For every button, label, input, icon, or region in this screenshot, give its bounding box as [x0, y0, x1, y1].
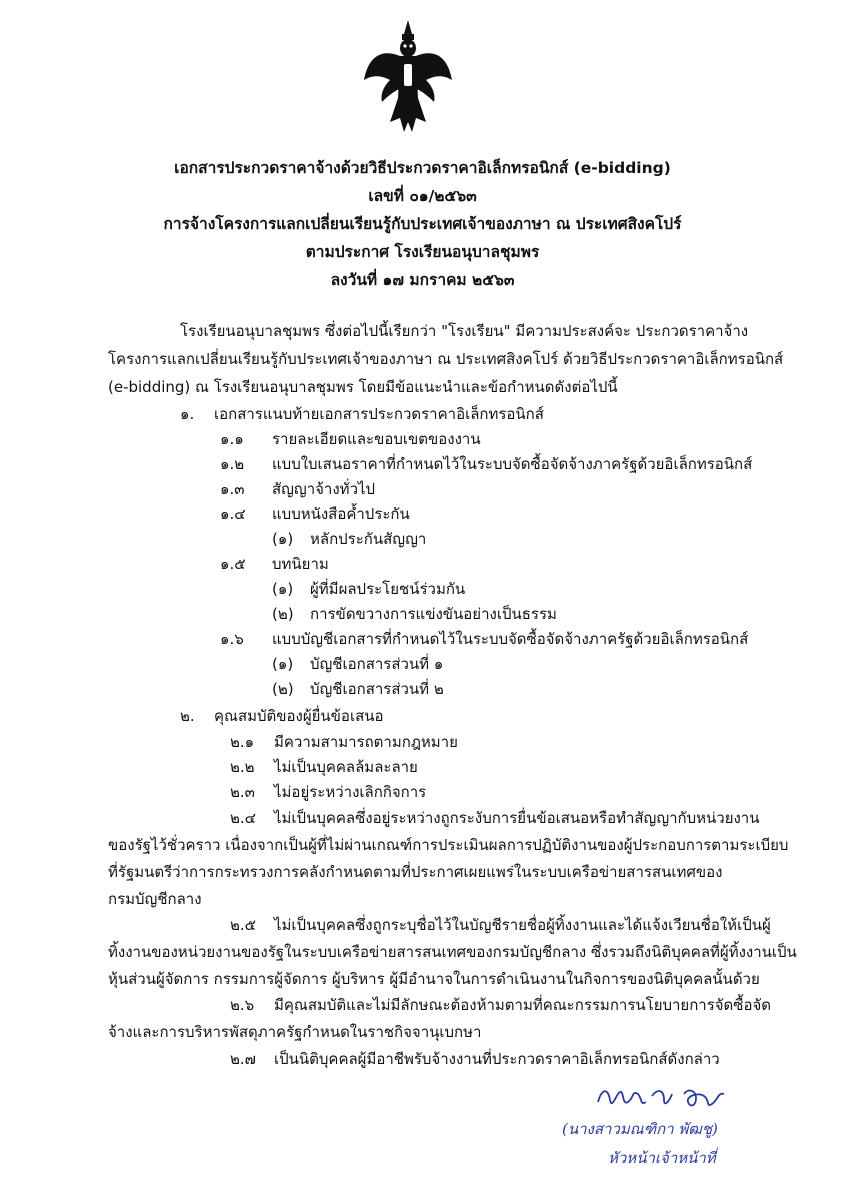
item-2-7-number: ๒.๗: [230, 1050, 256, 1068]
item-1-5-1-number: (๑): [272, 580, 294, 598]
document-title: เอกสารประกวดราคาจ้างด้วยวิธีประกวดราคาอิเล็กทรอนิกส์ (e-bidding): [174, 159, 671, 177]
item-1-2-number: ๑.๒: [220, 455, 245, 473]
item-1-4-1-number: (๑): [272, 530, 294, 548]
section-2-number: ๒.: [180, 707, 195, 725]
item-2-4-number: ๒.๔: [230, 809, 257, 827]
item-2-2-text: ไม่เป็นบุคคลล้มละลาย: [274, 758, 418, 776]
item-1-6-2-number: (๒): [272, 680, 294, 698]
item-1-6-number: ๑.๖: [220, 630, 244, 648]
section-2-title: คุณสมบัติของผู้ยื่นข้อเสนอ: [214, 707, 384, 725]
item-1-4-text: แบบหนังสือค้ำประกัน: [272, 505, 410, 523]
item-2-4-text: ไม่เป็นบุคคลซึ่งอยู่ระหว่างถูกระงับการยื่นข้อเสนอหรือทำสัญญากับหน่วยงาน: [274, 809, 760, 827]
item-1-5-1-text: ผู้ที่มีผลประโยชน์ร่วมกัน: [310, 580, 466, 598]
item-2-5-cont-1: ทิ้งงานของหน่วยงานของรัฐในระบบเครือข่ายสารสนเทศของกรมบัญชีกลาง ซึ่งรวมถึงนิติบุคคลที่ผู้ทิ้งงานเป็น: [108, 943, 797, 961]
signatory-name: (นางสาวมณฑิกา พัฒชู): [562, 1120, 718, 1138]
announcement-date: ลงวันที่ ๑๗ มกราคม ๒๕๖๓: [330, 271, 515, 289]
project-title: การจ้างโครงการแลกเปลี่ยนเรียนรู้กับประเทศเจ้าของภาษา ณ ประเทศสิงคโปร์: [163, 215, 682, 233]
item-1-5-2-number: (๒): [272, 605, 294, 623]
item-1-4-1-text: หลักประกันสัญญา: [310, 530, 427, 548]
intro-line-2: โครงการแลกเปลี่ยนเรียนรู้กับประเทศเจ้าของภาษา ณ ประเทศสิงคโปร์ ด้วยวิธีประกวดราคาอิเล็กทรอนิกส์: [108, 350, 784, 368]
item-1-1-number: ๑.๑: [220, 430, 244, 448]
item-1-2-text: แบบใบเสนอราคาที่กำหนดไว้ในระบบจัดซื้อจัดจ้างภาครัฐด้วยอิเล็กทรอนิกส์: [272, 455, 753, 473]
item-1-3-number: ๑.๓: [220, 480, 245, 498]
item-1-5-text: บทนิยาม: [272, 555, 329, 573]
item-1-3-text: สัญญาจ้างทั่วไป: [272, 480, 376, 498]
item-1-6-2-text: บัญชีเอกสารส่วนที่ ๒: [310, 680, 444, 698]
item-2-6-cont-1: จ้างและการบริหารพัสดุภาครัฐกำหนดในราชกิจจานุเบกษา: [108, 1023, 482, 1041]
document-number: เลขที่ ๐๑/๒๕๖๓: [368, 187, 477, 205]
item-2-1-number: ๒.๑: [230, 733, 255, 751]
section-1-number: ๑.: [180, 405, 195, 423]
signatory-position: หัวหน้าเจ้าหน้าที่: [608, 1149, 716, 1167]
item-2-7-text: เป็นนิติบุคคลผู้มีอาชีพรับจ้างงานที่ประกวดราคาอิเล็กทรอนิกส์ดังกล่าว: [274, 1050, 720, 1068]
handwritten-signature: [592, 1080, 732, 1116]
announcement-line: ตามประกาศ โรงเรียนอนุบาลชุมพร: [305, 243, 540, 261]
item-2-3-number: ๒.๓: [230, 783, 255, 801]
item-1-6-1-text: บัญชีเอกสารส่วนที่ ๑: [310, 655, 444, 673]
item-2-2-number: ๒.๒: [230, 758, 255, 776]
item-1-1-text: รายละเอียดและขอบเขตของงาน: [272, 430, 481, 448]
item-2-6-number: ๒.๖: [230, 996, 255, 1014]
item-2-4-cont-3: กรมบัญชีกลาง: [108, 890, 202, 908]
garuda-emblem: [360, 18, 456, 136]
section-1-title: เอกสารแนบท้ายเอกสารประกวดราคาอิเล็กทรอนิกส์: [214, 405, 544, 423]
item-2-4-cont-1: ของรัฐไว้ชั่วคราว เนื่องจากเป็นผู้ที่ไม่ผ่านเกณฑ์การประเมินผลการปฏิบัติงานของผู้ประกอบการตามระเบียบ: [108, 836, 789, 854]
item-1-6-1-number: (๑): [272, 655, 294, 673]
intro-line-3: (e-bidding) ณ โรงเรียนอนุบาลชุมพร โดยมีข้อแนะนำและข้อกำหนดดังต่อไปนี้: [108, 378, 618, 396]
item-1-5-number: ๑.๕: [220, 555, 246, 573]
item-2-5-text: ไม่เป็นบุคคลซึ่งถูกระบุชื่อไว้ในบัญชีรายชื่อผู้ทิ้งงานและได้แจ้งเวียนชื่อให้เป็นผู้: [274, 916, 771, 934]
item-2-6-text: มีคุณสมบัติและไม่มีลักษณะต้องห้ามตามที่คณะกรรมการนโยบายการจัดซื้อจัด: [274, 996, 772, 1014]
item-2-5-number: ๒.๕: [230, 916, 257, 934]
item-2-5-cont-2: หุ้นส่วนผู้จัดการ กรรมการผู้จัดการ ผู้บริหาร ผู้มีอำนาจในการดำเนินงานในกิจการของนิติบุคคลนั้นด้วย: [108, 970, 760, 988]
item-2-3-text: ไม่อยู่ระหว่างเลิกกิจการ: [274, 783, 427, 801]
item-1-5-2-text: การขัดขวางการแข่งขันอย่างเป็นธรรม: [310, 605, 557, 623]
intro-line-1: โรงเรียนอนุบาลชุมพร ซึ่งต่อไปนี้เรียกว่า "โรงเรียน" มีความประสงค์จะ ประกวดราคาจ้าง: [180, 322, 749, 340]
item-1-4-number: ๑.๔: [220, 505, 246, 523]
item-2-4-cont-2: ที่รัฐมนตรีว่าการกระทรวงการคลังกำหนดตามที่ประกาศเผยแพร่ในระบบเครือข่ายสารสนเทศของ: [108, 863, 723, 881]
item-2-1-text: มีความสามารถตามกฎหมาย: [274, 733, 458, 751]
item-1-6-text: แบบบัญชีเอกสารที่กำหนดไว้ในระบบจัดซื้อจัดจ้างภาครัฐด้วยอิเล็กทรอนิกส์: [272, 630, 749, 648]
